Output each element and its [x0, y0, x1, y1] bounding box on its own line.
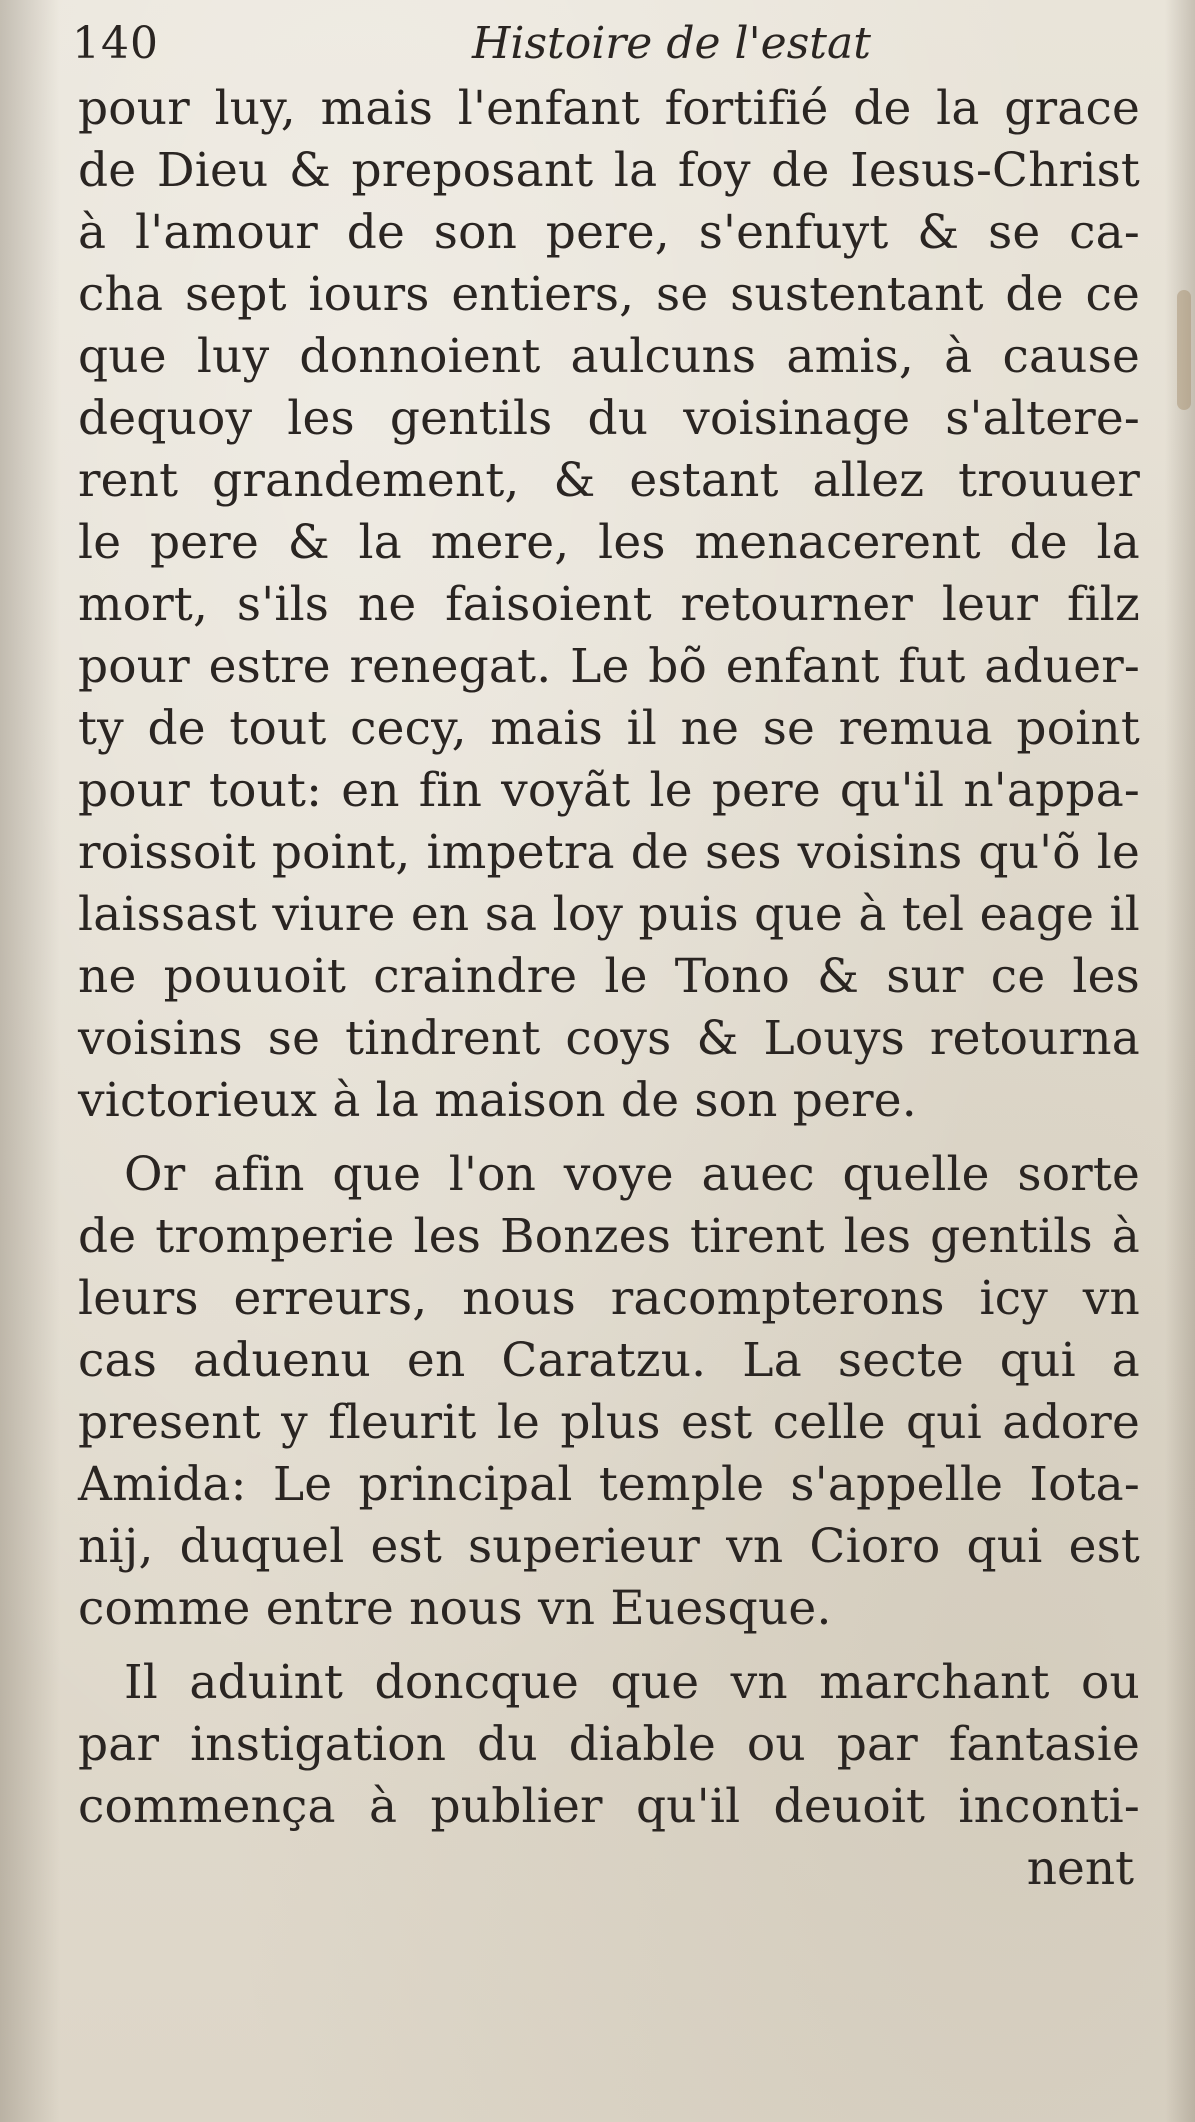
- text-line: voisins se tindrent coys & Louys retourna: [78, 1011, 1140, 1066]
- text-line: ne pouuoit craindre le Tono & sur ce les: [78, 949, 1140, 1004]
- text-line: le pere & la mere, les menacerent de la: [78, 515, 1140, 570]
- text-line: laissast viure en sa loy puis que à tel eage il: [78, 887, 1140, 942]
- text-line: cas aduenu en Caratzu. La secte qui a: [78, 1333, 1140, 1388]
- paragraph: [78, 1144, 1140, 1640]
- paragraph: [78, 1652, 1140, 1838]
- text-line: pour estre renegat. Le bõ enfant fut aduer-: [78, 639, 1140, 694]
- text-line: leurs erreurs, nous racompterons icy vn: [78, 1271, 1140, 1326]
- paragraph: [78, 78, 1140, 1132]
- text-line: à l'amour de son pere, s'enfuyt & se ca-: [78, 205, 1140, 260]
- text-line: de Dieu & preposant la foy de Iesus-Christ: [78, 143, 1140, 198]
- text-line: pour luy, mais l'enfant fortifié de la grace: [78, 81, 1140, 136]
- spine-shadow: [0, 0, 60, 2122]
- body-text: [78, 78, 1140, 1900]
- text-line: present y fleurit le plus est celle qui adore: [78, 1395, 1140, 1450]
- text-line: cha sept iours entiers, se sustentant de ce: [78, 267, 1140, 322]
- text-line: nij, duquel est superieur vn Cioro qui est: [78, 1519, 1140, 1574]
- text-line: comme entre nous vn Euesque.: [78, 1581, 832, 1636]
- text-line: commença à publier qu'il deuoit inconti-: [78, 1779, 1140, 1834]
- page-number: 140: [72, 18, 159, 69]
- text-line: roissoit point, impetra de ses voisins qu'õ le: [78, 825, 1140, 880]
- running-head: Histoire de l'estat: [472, 18, 871, 69]
- text-line: ty de tout cecy, mais il ne se remua point: [78, 701, 1140, 756]
- text-line: victorieux à la maison de son pere.: [78, 1073, 917, 1128]
- text-line: dequoy les gentils du voisinage s'altere-: [78, 391, 1140, 446]
- text-line: par instigation du diable ou par fantasie: [78, 1717, 1140, 1772]
- text-line: de tromperie les Bonzes tirent les gentils à: [78, 1209, 1140, 1264]
- text-line: que luy donnoient aulcuns amis, à cause: [78, 329, 1140, 384]
- text-line: mort, s'ils ne faisoient retourner leur filz: [78, 577, 1140, 632]
- text-line: Il aduint doncque que vn marchant ou: [124, 1655, 1140, 1710]
- text-line: rent grandement, & estant allez trouuer: [78, 453, 1140, 508]
- text-line: pour tout: en fin voyãt le pere qu'il n'appa-: [78, 763, 1140, 818]
- page-header: [72, 18, 1135, 68]
- page-stain: [1177, 290, 1191, 410]
- text-line: Amida: Le principal temple s'appelle Iota-: [78, 1457, 1140, 1512]
- text-line: Or afin que l'on voye auec quelle sorte: [124, 1147, 1140, 1202]
- catchword: nent: [1026, 1841, 1134, 1896]
